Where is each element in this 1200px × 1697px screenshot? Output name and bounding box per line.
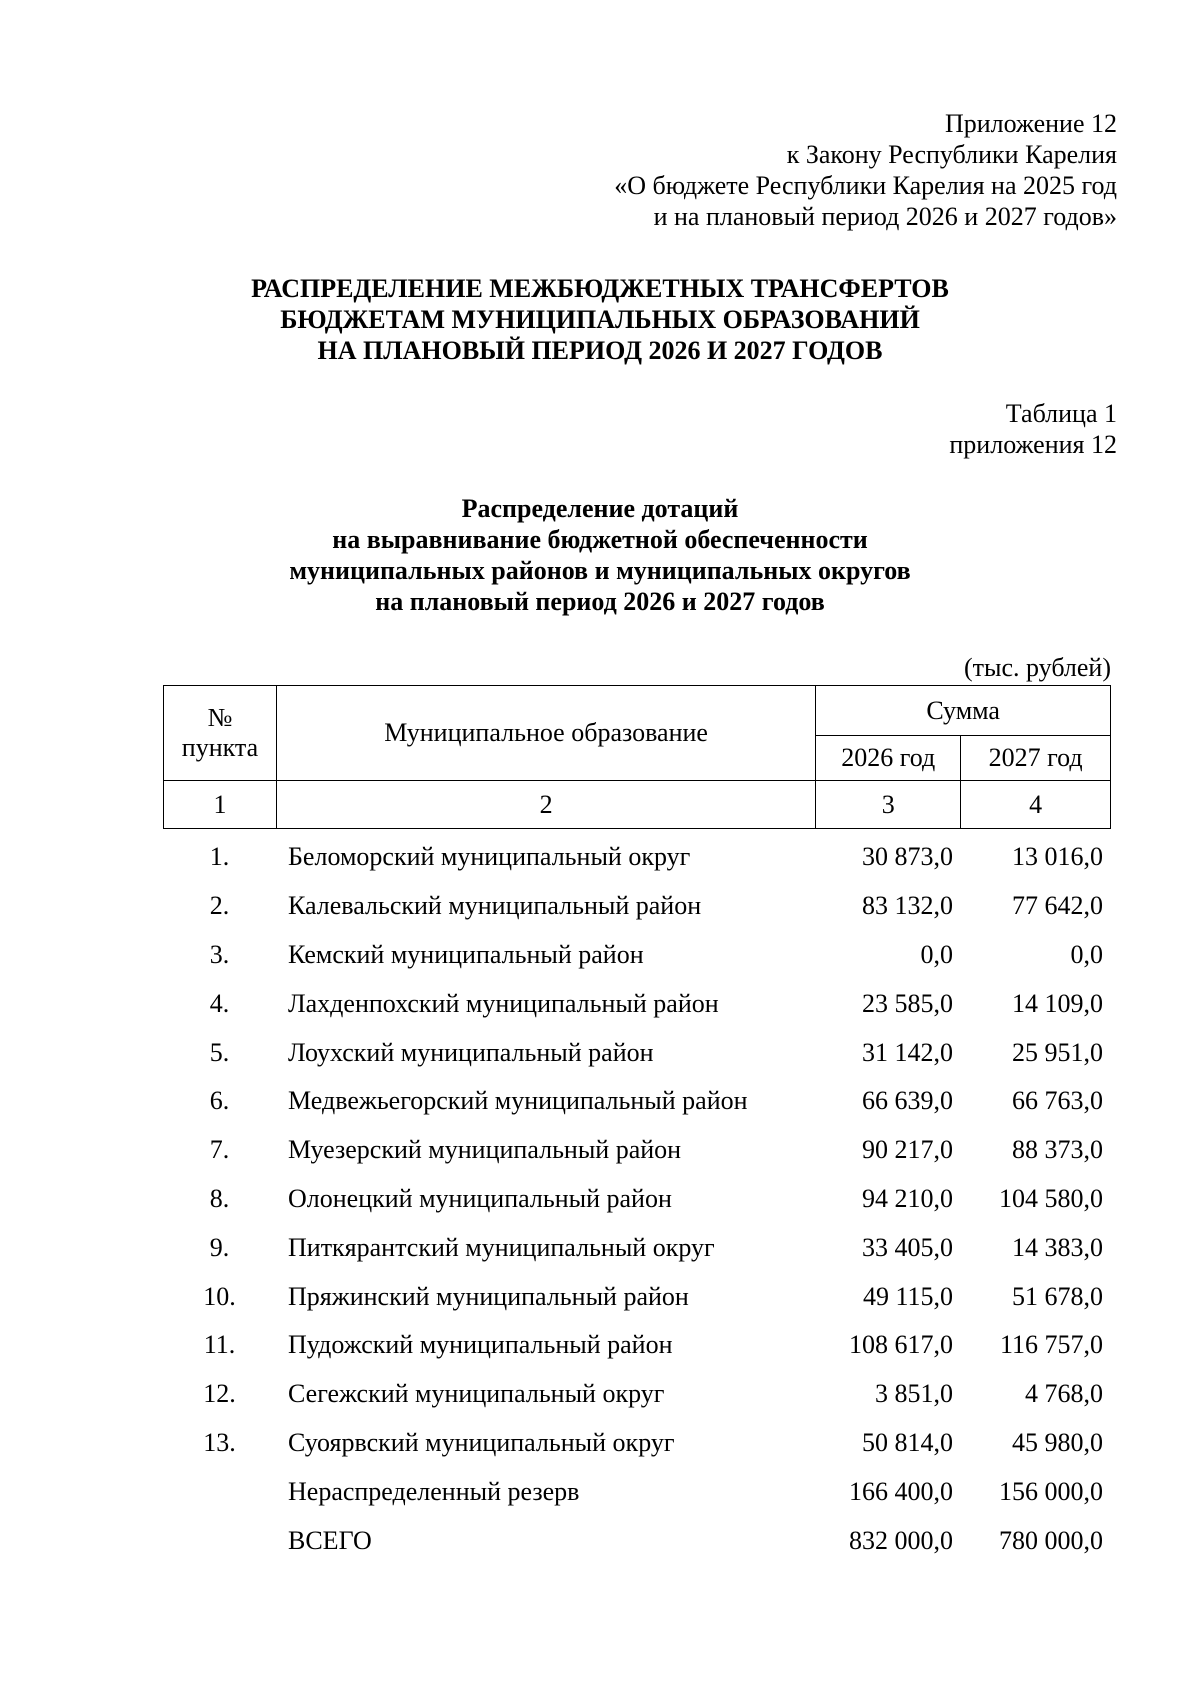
- row-municipality: Лоухский муниципальный район: [288, 1037, 654, 1067]
- row-number: 6.: [209, 1086, 230, 1116]
- table-row: [163, 1077, 1111, 1126]
- row-value-2027: 13 016,0: [1012, 842, 1103, 872]
- row-number: 1.: [209, 842, 230, 872]
- row-municipality: Медвежьегорский муниципальный район: [288, 1086, 748, 1116]
- row-value-2026: 49 115,0: [862, 1281, 953, 1311]
- table-reference-line: приложения 12: [949, 430, 1117, 459]
- row-number: 4.: [209, 988, 230, 1018]
- row-municipality: Беломорский муниципальный округ: [288, 842, 691, 872]
- appendix-block: [614, 108, 1117, 232]
- header-number-symbol: №: [207, 703, 233, 732]
- table-row: [163, 1028, 1111, 1077]
- row-value-2026: 90 217,0: [862, 1135, 953, 1165]
- row-municipality: Суоярвский муниципальный округ: [288, 1427, 675, 1457]
- row-value-2027: 156 000,0: [999, 1476, 1103, 1506]
- units-label: (тыс. рублей): [963, 653, 1111, 682]
- row-value-2026: 50 814,0: [862, 1427, 953, 1457]
- column-number-cell: 3: [816, 781, 961, 829]
- table-reference-line: Таблица 1: [1005, 399, 1117, 428]
- row-value-2026: 166 400,0: [849, 1476, 953, 1506]
- row-value-2026: 0,0: [920, 939, 953, 969]
- row-number: 11.: [203, 1330, 236, 1360]
- column-number-cell: 4: [961, 781, 1111, 829]
- table-row: [163, 882, 1111, 931]
- row-value-2027: 4 768,0: [1025, 1379, 1103, 1409]
- header-cell-municipality: Муниципальное образование: [276, 686, 815, 781]
- row-value-2026: 832 000,0: [849, 1525, 953, 1555]
- row-number: 7.: [209, 1135, 230, 1165]
- table-title-line: муниципальных районов и муниципальных округов: [289, 556, 911, 585]
- appendix-line: Приложение 12: [944, 109, 1117, 138]
- row-value-2026: 3 851,0: [875, 1379, 953, 1409]
- table-row: [163, 1272, 1111, 1321]
- table-row: [163, 931, 1111, 980]
- document-title-line: НА ПЛАНОВЫЙ ПЕРИОД 2026 И 2027 ГОДОВ: [317, 336, 883, 365]
- row-number: 3.: [209, 939, 230, 969]
- row-number: 13.: [203, 1427, 236, 1457]
- table-header: [163, 685, 1111, 829]
- table-title-line: на выравнивание бюджетной обеспеченности: [332, 525, 868, 554]
- row-municipality: Лахденпохский муниципальный район: [288, 988, 719, 1018]
- row-value-2027: 14 383,0: [1012, 1232, 1103, 1262]
- row-municipality: Калевальский муниципальный район: [288, 891, 702, 921]
- row-number: 10.: [203, 1281, 236, 1311]
- row-number: 9.: [209, 1232, 230, 1262]
- row-number: 8.: [209, 1183, 230, 1213]
- row-value-2027: 780 000,0: [999, 1525, 1103, 1555]
- table-row: [163, 833, 1111, 882]
- row-value-2026: 83 132,0: [862, 891, 953, 921]
- row-municipality: Питкярантский муниципальный округ: [288, 1232, 715, 1262]
- appendix-line: и на плановый период 2026 и 2027 годов»: [653, 202, 1117, 231]
- row-municipality: Олонецкий муниципальный район: [288, 1183, 672, 1213]
- header-number-word: пункта: [181, 733, 259, 762]
- row-value-2027: 14 109,0: [1012, 988, 1103, 1018]
- table-row: [163, 979, 1111, 1028]
- document-title: [0, 273, 1200, 366]
- table-row: [163, 1175, 1111, 1224]
- row-value-2027: 104 580,0: [999, 1183, 1103, 1213]
- row-number: 2.: [209, 891, 230, 921]
- row-value-2027: 66 763,0: [1012, 1086, 1103, 1116]
- document-title-line: РАСПРЕДЕЛЕНИЕ МЕЖБЮДЖЕТНЫХ ТРАНСФЕРТОВ: [251, 274, 949, 303]
- row-municipality: Пудожский муниципальный район: [288, 1330, 673, 1360]
- table-reference: [949, 398, 1117, 460]
- row-municipality: ВСЕГО: [288, 1525, 372, 1555]
- table-title-line: Распределение дотаций: [461, 494, 739, 523]
- row-municipality: Кемский муниципальный район: [288, 939, 644, 969]
- row-number: 5.: [209, 1037, 230, 1067]
- table-title: [0, 493, 1200, 617]
- header-cell-number: [164, 686, 277, 781]
- row-value-2026: 23 585,0: [862, 988, 953, 1018]
- row-value-2027: 116 757,0: [999, 1330, 1103, 1360]
- row-municipality: Сегежский муниципальный округ: [288, 1379, 665, 1409]
- row-value-2026: 94 210,0: [862, 1183, 953, 1213]
- row-value-2027: 51 678,0: [1012, 1281, 1103, 1311]
- header-cell-sum: Сумма: [816, 686, 1111, 736]
- table-row: [163, 1223, 1111, 1272]
- row-municipality: Пряжинский муниципальный район: [288, 1281, 689, 1311]
- table-row: [163, 1370, 1111, 1419]
- row-value-2027: 0,0: [1070, 939, 1103, 969]
- row-value-2027: 88 373,0: [1012, 1135, 1103, 1165]
- appendix-line: «О бюджете Республики Карелия на 2025 год: [614, 171, 1117, 200]
- header-cell-year-2027: 2027 год: [961, 736, 1111, 781]
- header-cell-year-2026: 2026 год: [816, 736, 961, 781]
- table-body: [163, 833, 1111, 1565]
- row-value-2026: 66 639,0: [862, 1086, 953, 1116]
- row-value-2027: 25 951,0: [1012, 1037, 1103, 1067]
- row-value-2026: 30 873,0: [862, 842, 953, 872]
- row-municipality: Нераспределенный резерв: [288, 1476, 580, 1506]
- table-title-line: на плановый период 2026 и 2027 годов: [375, 587, 825, 616]
- table-row-total: [163, 1516, 1111, 1565]
- table-row: [163, 1126, 1111, 1175]
- table-row: [163, 1419, 1111, 1468]
- table-row: [163, 1321, 1111, 1370]
- row-number: 12.: [203, 1379, 236, 1409]
- row-value-2027: 45 980,0: [1012, 1427, 1103, 1457]
- table-row-reserve: [163, 1467, 1111, 1516]
- row-municipality: Муезерский муниципальный район: [288, 1135, 682, 1165]
- row-value-2027: 77 642,0: [1012, 891, 1103, 921]
- document-title-line: БЮДЖЕТАМ МУНИЦИПАЛЬНЫХ ОБРАЗОВАНИЙ: [280, 305, 920, 334]
- appendix-line: к Закону Республики Карелия: [786, 140, 1117, 169]
- row-value-2026: 33 405,0: [862, 1232, 953, 1262]
- column-number-cell: 2: [276, 781, 815, 829]
- row-value-2026: 31 142,0: [862, 1037, 953, 1067]
- row-value-2026: 108 617,0: [849, 1330, 953, 1360]
- column-number-cell: 1: [164, 781, 277, 829]
